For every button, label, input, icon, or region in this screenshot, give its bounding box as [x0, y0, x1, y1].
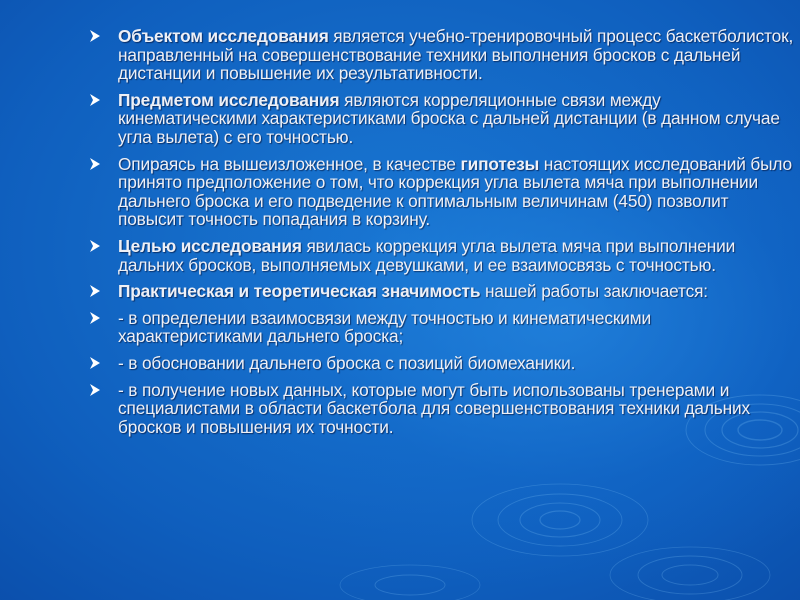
arrow-bullet-icon: [88, 156, 102, 172]
item-text: является учебно-тренировочный процесс баскетболисток, направленный на совершенствование техники выполнения бросков с дальней дистанции и повышение их результативности.: [118, 26, 794, 84]
arrow-bullet-icon: [88, 92, 102, 108]
ripple-ring: [375, 575, 445, 595]
ripple-ring: [638, 556, 742, 594]
ripple-ring: [610, 547, 770, 600]
item-text: нашей работы заключается:: [480, 281, 708, 302]
ripple-ring: [662, 565, 718, 585]
item-text: настоящих исследований было принято предположение о том, что коррекция угла вылета мяча при выполнении дальнего броска и его подведение к оптимальным величинам (450) позволит повысит точность попадания в корзину.: [118, 153, 792, 230]
bold-term: Предметом исследования: [118, 89, 340, 110]
bold-term: гипотезы: [460, 153, 540, 174]
slide-content: [88, 27, 794, 439]
arrow-bullet-icon: [88, 382, 102, 398]
ripple-ring: [520, 503, 600, 537]
arrow-bullet-icon: [88, 28, 102, 44]
ripple-ring: [498, 494, 622, 546]
arrow-bullet-icon: [88, 310, 102, 326]
item-text-prefix: Опираясь на вышеизложенное, в качестве: [118, 153, 461, 174]
bullet-item-significance-1: [88, 309, 794, 346]
bullet-item-object: [88, 27, 794, 83]
item-text: - в обосновании дальнего броска с позиций биомеханики.: [118, 352, 576, 373]
bold-term: Практическая и теоретическая значимость: [118, 281, 481, 302]
bullet-item-hypothesis: [88, 155, 794, 229]
bullet-item-significance: [88, 282, 794, 301]
item-text: - в получение новых данных, которые могут быть использованы тренерами и специалистами в области баскетбола для совершенствования техники дальних бросков и повышения их точности.: [118, 379, 751, 437]
item-text: - в определении взаимосвязи между точностью и кинематическими характеристиками дальнего броска;: [118, 307, 652, 347]
item-text: явилась коррекция угла вылета мяча при выполнении дальних бросков, выполняемых девушками, и ее взаимосвязь с точностью.: [118, 235, 736, 275]
bullet-item-significance-3: [88, 381, 794, 437]
arrow-bullet-icon: [88, 355, 102, 371]
bold-term: Целью исследования: [118, 235, 302, 256]
bullet-item-significance-2: [88, 354, 794, 373]
ripple-ring: [540, 511, 580, 529]
bullet-item-subject: [88, 91, 794, 147]
item-text: являются корреляционные связи между кинематическими характеристиками броска с дальней дистанции (в данном случае угла вылета) с его точностью.: [118, 89, 780, 147]
bullet-item-goal: [88, 237, 794, 274]
arrow-bullet-icon: [88, 238, 102, 254]
arrow-bullet-icon: [88, 283, 102, 299]
bold-term: Объектом исследования: [118, 26, 329, 46]
